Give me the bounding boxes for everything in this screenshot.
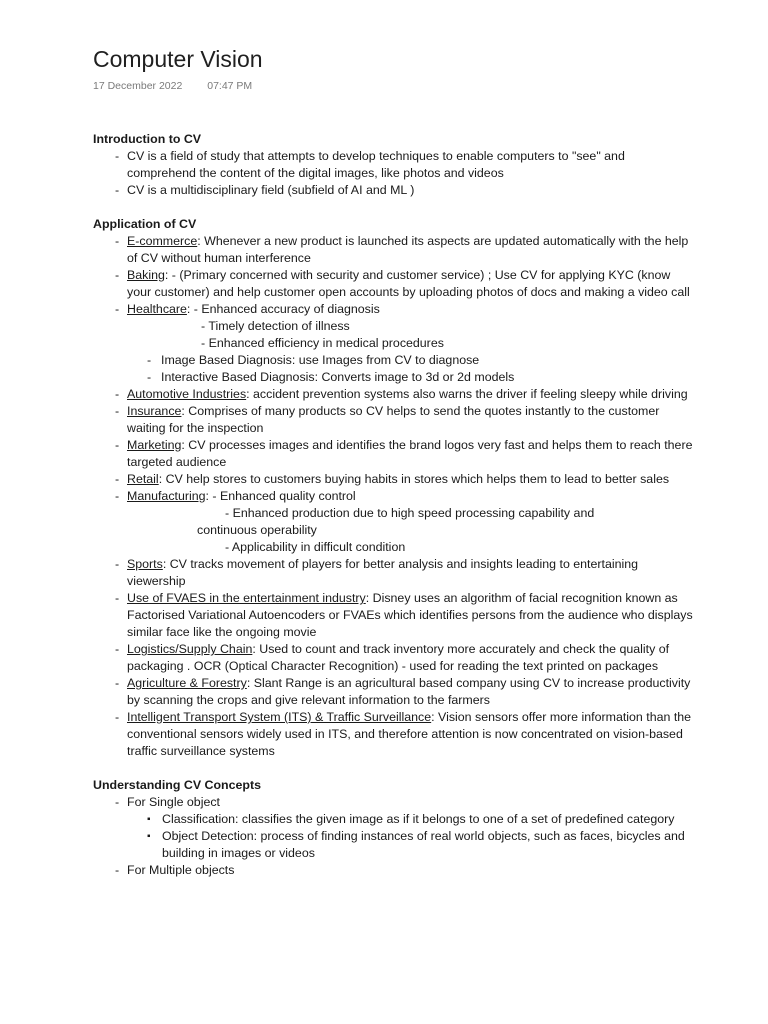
manufacturing-line-3: continuous operability <box>197 523 317 537</box>
note-time: 07:47 PM <box>207 80 253 92</box>
agriculture-label: Agriculture & Forestry <box>127 676 247 690</box>
automotive-text: : accident prevention systems also warns the driver if feeling sleepy while driving <box>246 387 688 401</box>
list-item-multiple-objects: - For Multiple objects <box>93 862 693 879</box>
healthcare-line-3: - Enhanced efficiency in medical procedures <box>201 336 444 350</box>
list-item-marketing <box>93 437 693 471</box>
single-object-label: For Single object <box>127 795 220 809</box>
list-item-healthcare <box>93 301 693 386</box>
manufacturing-line-1: : - Enhanced quality control <box>205 489 356 503</box>
intro-heading: Introduction to CV <box>93 132 202 146</box>
manufacturing-line-4: - Applicability in difficult condition <box>225 540 406 554</box>
retail-label: Retail <box>127 472 159 486</box>
marketing-label: Marketing <box>127 438 182 452</box>
sports-label: Sports <box>127 557 163 571</box>
list-item: - CV is a field of study that attempts to develop techniques to enable computers to "see" and comprehend the content of the digital images, like photos and videos <box>93 148 693 182</box>
insurance-label: Insurance <box>127 404 182 418</box>
healthcare-line-1: : - Enhanced accuracy of diagnosis <box>186 302 380 316</box>
list-item-automotive <box>93 386 693 403</box>
list-item: - CV is a multidisciplinary field (subfield of AI and ML ) <box>93 182 693 199</box>
application-heading: Application of CV <box>93 217 197 231</box>
single-object-sublist <box>127 811 693 862</box>
application-list <box>93 233 693 760</box>
agriculture-text: : Slant Range is an agricultural based company using CV to increase productivity by scanning the crops and give relevant information to the farmers <box>127 676 691 707</box>
list-item-agriculture <box>93 675 693 709</box>
baking-text: : - (Primary concerned with security and customer service) ; Use CV for applying KYC (know your customer) and help customer open accounts by uploading photos of docs and making a video call <box>127 268 690 299</box>
list-item-sports <box>93 556 693 590</box>
logistics-label: Logistics/Supply Chain <box>127 642 253 656</box>
baking-label: Baking <box>127 268 165 282</box>
its-label: Intelligent Transport System (ITS) & Traffic Surveillance <box>127 710 432 724</box>
insurance-text: : Comprises of many products so CV helps to send the quotes instantly to the customer waiting for the inspection <box>127 404 660 435</box>
document-page <box>93 44 693 879</box>
list-item-manufacturing <box>93 488 693 556</box>
healthcare-sublist <box>127 352 693 386</box>
fvaes-text: : Disney uses an algorithm of facial recognition known as Factorised Variational Autoencoders or FVAEs which identifies persons from the audience who displays similar face like the ongoing movie <box>127 591 693 639</box>
intro-list <box>93 148 693 199</box>
healthcare-label: Healthcare <box>127 302 187 316</box>
note-metadata <box>93 78 693 92</box>
manufacturing-label: Manufacturing <box>127 489 206 503</box>
ecommerce-label: E-commerce <box>127 234 198 248</box>
list-item-insurance <box>93 403 693 437</box>
list-item: ▪ Classification: classifies the given image as if it belongs to one of a set of predefined category <box>127 811 693 828</box>
sports-text: : CV tracks movement of players for better analysis and insights leading to entertaining viewership <box>127 557 639 588</box>
concepts-list <box>93 794 693 879</box>
marketing-text: : CV processes images and identifies the brand logos very fast and helps them to reach there targeted audience <box>127 438 693 469</box>
page-title: Computer Vision <box>93 46 263 72</box>
fvaes-label: Use of FVAES in the entertainment industry <box>127 591 366 605</box>
list-item: - Image Based Diagnosis: use Images from CV to diagnose <box>127 352 693 369</box>
note-date: 17 December 2022 <box>93 80 183 92</box>
list-item-single-object <box>93 794 693 862</box>
manufacturing-line-2: - Enhanced production due to high speed processing capability and <box>225 506 595 520</box>
its-text: : Vision sensors offer more information than the conventional sensors widely used in ITS, and therefore attention is now concentrated on vision-based traffic surveillance systems <box>127 710 692 758</box>
list-item-baking <box>93 267 693 301</box>
list-item-ecommerce <box>93 233 693 267</box>
logistics-text: : Used to count and track inventory more accurately and check the quality of packaging . OCR (Optical Character Recognition) - used for reading the text printed on packages <box>127 642 670 673</box>
list-item-its <box>93 709 693 760</box>
retail-text: : CV help stores to customers buying habits in stores which helps them to lead to better sales <box>158 472 670 486</box>
list-item: ▪ Object Detection: process of finding instances of real world objects, such as faces, bicycles and building in images or videos <box>127 828 693 862</box>
automotive-label: Automotive Industries <box>127 387 247 401</box>
ecommerce-text: : Whenever a new product is launched its aspects are updated automatically with the help of CV without human interference <box>127 234 689 265</box>
concepts-heading: Understanding CV Concepts <box>93 778 261 792</box>
list-item: - Interactive Based Diagnosis: Converts image to 3d or 2d models <box>127 369 693 386</box>
healthcare-line-2: - Timely detection of illness <box>201 319 350 333</box>
list-item-retail <box>93 471 693 488</box>
list-item-logistics <box>93 641 693 675</box>
list-item-fvaes <box>93 590 693 641</box>
